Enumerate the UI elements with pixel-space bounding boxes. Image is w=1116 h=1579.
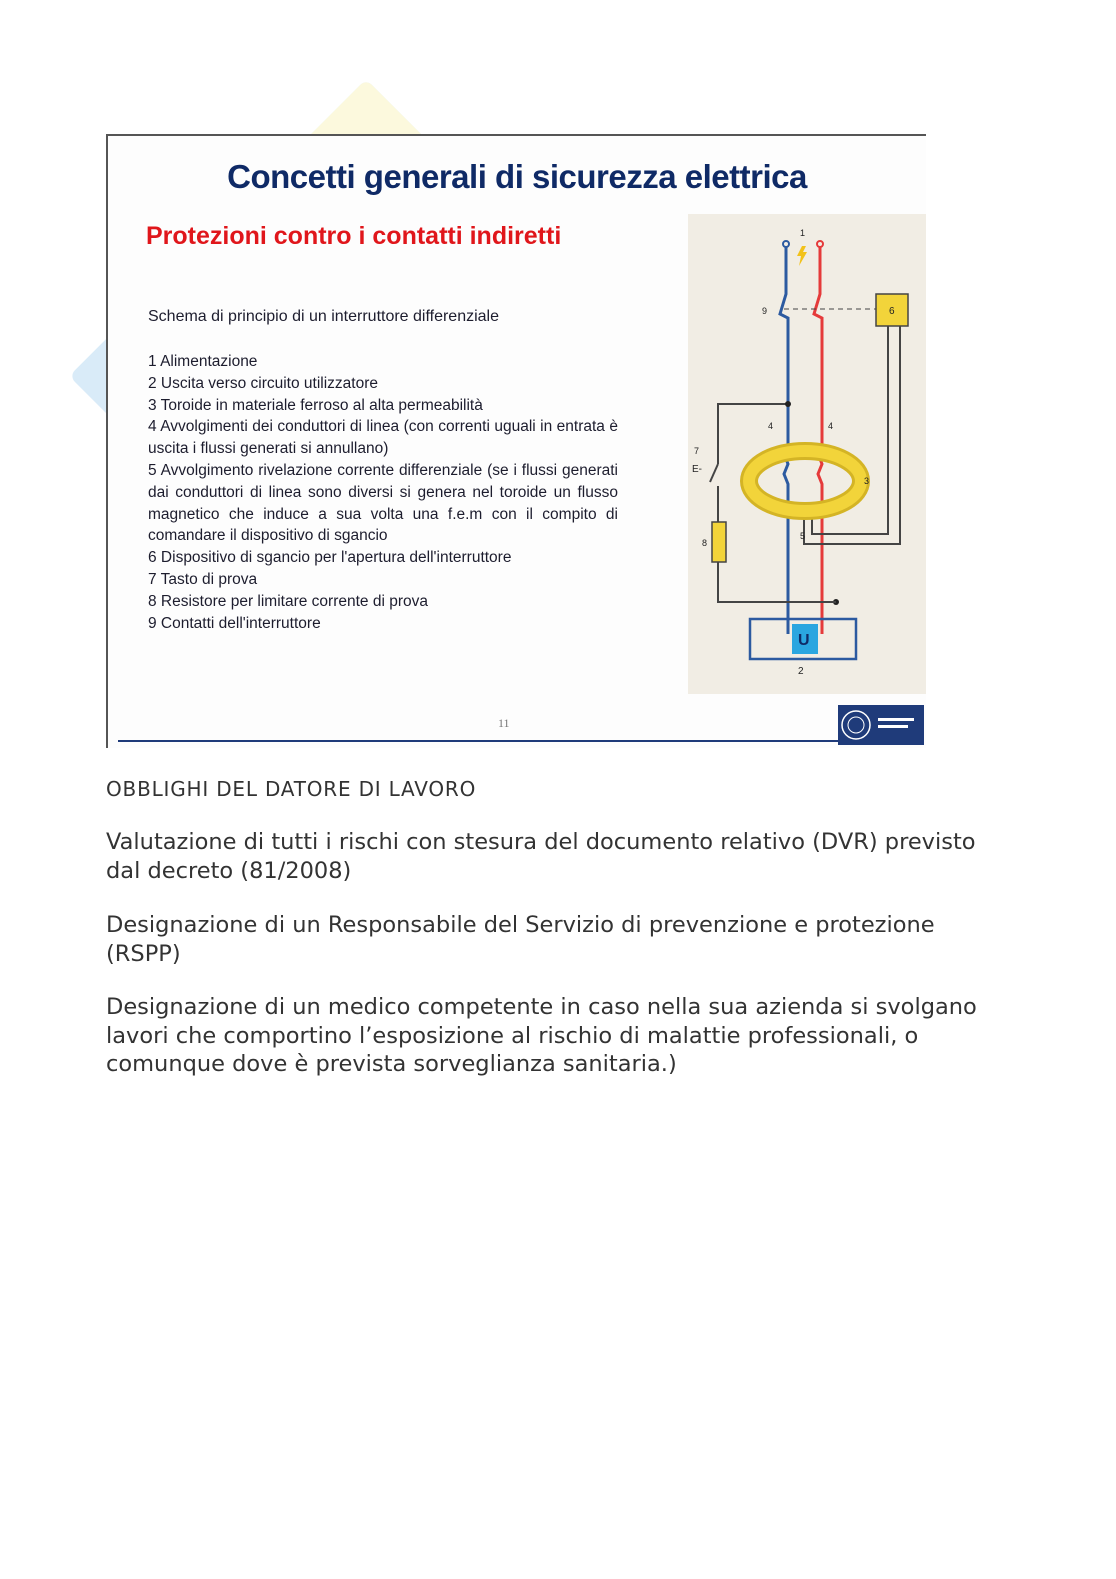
legend-item: 4 Avvolgimenti dei conduttori di linea (con correnti uguali in entrata è uscita i flussi generati si annullano)	[148, 418, 618, 458]
legend-item: 2 Uscita verso circuito utilizzatore	[148, 374, 378, 392]
label-7: 7	[694, 446, 700, 456]
legend-item: 8 Resistore per limitare corrente di prova	[148, 592, 428, 610]
slide-subtitle: Protezioni contro i contatti indiretti	[146, 222, 562, 250]
label-6: 6	[889, 306, 895, 317]
test-resistor	[712, 522, 726, 562]
paragraph-dvr: Valutazione di tutti i rischi con stesura del documento relativo (DVR) previsto dal decreto (81/2008)	[106, 829, 976, 884]
legend-item: 9 Contatti dell'interruttore	[148, 614, 321, 632]
legend-item: 3 Toroide in materiale ferroso al alta permeabilità	[148, 396, 483, 414]
legend-list	[148, 351, 618, 634]
junction-top	[785, 401, 791, 407]
label-4b: 4	[828, 421, 834, 431]
label-5: 5	[800, 531, 806, 541]
label-3: 3	[864, 476, 870, 486]
label-1: 1	[800, 228, 806, 238]
legend-item: 5 Avvolgimento rivelazione corrente differenziale (se i flussi generati dai conduttori di linea sono diversi si genera nel toroide un flusso magnetico che induce a sua volta una f.e.m con il compito di comandare il dispositivo di sgancio	[148, 461, 618, 545]
label-8: 8	[702, 538, 708, 548]
label-4a: 4	[768, 421, 774, 431]
slide-page-number: 11	[498, 716, 510, 730]
legend-item: 6 Dispositivo di sgancio per l'apertura dell'interruttore	[148, 549, 512, 567]
section-heading: OBBLIGHI DEL DATORE DI LAVORO	[106, 777, 477, 801]
university-logo-icon	[838, 705, 924, 745]
slide-image	[106, 134, 926, 748]
paragraph-medico: Designazione di un medico competente in caso nella sua azienda si svolgano lavori che comportino l’esposizione al rischio di malattie professionali, o comunque dove è prevista sorveglianza sanitaria.)	[106, 994, 977, 1077]
label-9: 9	[762, 306, 768, 316]
slide-title: Concetti generali di sicurezza elettrica	[227, 158, 807, 195]
paragraph-rspp: Designazione di un Responsabile del Servizio di prevenzione e protezione (RSPP)	[106, 912, 935, 967]
differential-switch-diagram	[688, 214, 926, 694]
schema-caption: Schema di principio di un interruttore differenziale	[148, 308, 500, 325]
label-test-symbol: E-	[692, 464, 702, 475]
legend-item: 7 Tasto di prova	[148, 570, 258, 588]
label-2: 2	[798, 666, 804, 677]
legend-item: 1 Alimentazione	[148, 353, 258, 370]
slide-footer-line	[118, 740, 838, 742]
label-load: U	[798, 632, 810, 649]
